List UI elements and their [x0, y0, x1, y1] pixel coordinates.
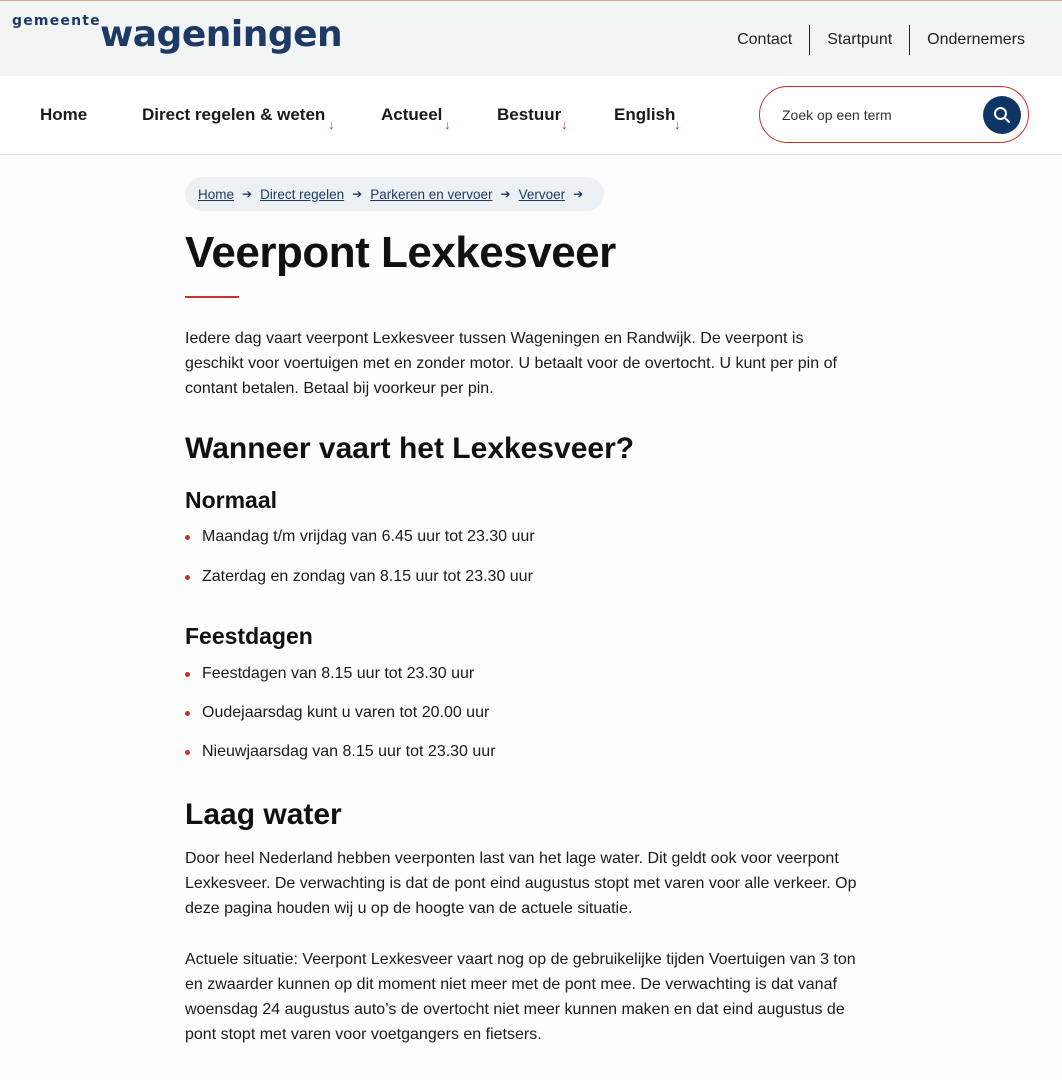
arrow-down-icon: ↓: [444, 117, 451, 132]
arrow-right-icon: ➔: [500, 187, 511, 201]
nav-item-label: Home: [40, 105, 88, 124]
bullet-icon: [185, 711, 190, 716]
bullet-icon: [185, 535, 190, 540]
list-item: [185, 665, 474, 683]
subheading-normaal: Normaal: [185, 487, 278, 513]
list-item-text: Nieuwjaarsdag van 8.15 uur tot 23.30 uur: [202, 743, 496, 760]
bullet-icon: [185, 750, 190, 755]
search-button[interactable]: [983, 96, 1021, 134]
search-icon: [993, 106, 1011, 124]
utility-nav: [720, 25, 1042, 55]
util-link-contact[interactable]: Contact: [737, 31, 793, 48]
subheading-feestdagen: Feestdagen: [185, 623, 313, 649]
intro-paragraph: Iedere dag vaart veerpont Lexkesveer tussen Wageningen en Randwijk. De veerpont is geschikt voor voertuigen met en zonder motor. U betaalt voor de overtocht. U kunt per pin of contant betalen. Betaal bij voorkeur per pin.: [185, 330, 837, 397]
breadcrumb-home[interactable]: Home: [198, 186, 235, 202]
breadcrumb-direct-regelen[interactable]: Direct regelen: [260, 186, 345, 202]
list-item: [185, 704, 489, 722]
nav-item-label: English: [614, 105, 676, 124]
bullet-icon: [185, 575, 190, 580]
nav-item-actueel[interactable]: [381, 105, 451, 132]
section-heading-laag-water: Laag water: [185, 798, 342, 831]
list-item: [185, 568, 533, 586]
nav-item-label: Actueel: [381, 105, 443, 124]
list-item: [185, 743, 496, 761]
arrow-down-icon: ↓: [561, 117, 568, 132]
list-item-text: Feestdagen van 8.15 uur tot 23.30 uur: [202, 665, 475, 682]
list-item-text: Zaterdag en zondag van 8.15 uur tot 23.30 uur: [202, 568, 533, 585]
top-bar: [0, 0, 1062, 76]
logo-text-big: wageningen: [100, 14, 343, 55]
breadcrumb-vervoer[interactable]: Vervoer: [518, 186, 566, 202]
list-item-text: Maandag t/m vrijdag van 6.45 uur tot 23.30 uur: [202, 528, 535, 545]
main-nav: [0, 76, 1062, 155]
nav-item-label: Direct regelen & weten: [142, 105, 326, 124]
search-box: [759, 86, 1029, 143]
page-title: Veerpont Lexkesveer: [185, 228, 616, 277]
arrow-down-icon: ↓: [328, 117, 335, 132]
breadcrumb-parkeren[interactable]: Parkeren en vervoer: [370, 186, 493, 202]
actuele-situatie-paragraph: Actuele situatie: Veerpont Lexkesveer vaart nog op de gebruikelijke tijden Voertuigen van 3 ton en zwaarder kunnen op dit moment niet meer met de pont mee. De verwachting is dat vanaf woensdag 24 augustus auto’s de overtocht niet meer kunnen maken en dat eind augustus de pont stopt met varen voor voetgangers en fietsers.: [185, 951, 856, 1043]
section-heading-schedule: Wanneer vaart het Lexkesveer?: [185, 432, 635, 465]
search-input[interactable]: [782, 105, 972, 125]
arrow-right-icon: ➔: [352, 187, 363, 201]
logo-text-small: gemeente: [12, 13, 101, 29]
bullet-icon: [185, 672, 190, 677]
nav-item-english[interactable]: [614, 105, 681, 132]
arrow-right-icon: ➔: [242, 187, 253, 201]
util-link-startpunt[interactable]: Startpunt: [827, 31, 893, 48]
nav-item-direct-regelen[interactable]: [142, 105, 335, 132]
title-divider: [185, 296, 239, 298]
nav-item-bestuur[interactable]: [497, 105, 568, 132]
list-item-text: Oudejaarsdag kunt u varen tot 20.00 uur: [202, 704, 490, 721]
nav-item-home[interactable]: [40, 105, 87, 125]
laag-water-paragraph: Door heel Nederland hebben veerponten last van het lage water. Dit geldt ook voor veerpont Lexkesveer. De verwachting is dat de pont eind augustus stopt met varen voor alle verkeer. Op deze pagina houden wij u op de hoogte van de actuele situatie.: [185, 850, 857, 917]
arrow-right-icon: ➔: [573, 187, 584, 201]
nav-item-label: Bestuur: [497, 105, 562, 124]
arrow-down-icon: ↓: [674, 117, 681, 132]
list-item: [185, 528, 535, 546]
util-link-ondernemers[interactable]: Ondernemers: [927, 31, 1025, 48]
breadcrumb: [185, 177, 604, 211]
